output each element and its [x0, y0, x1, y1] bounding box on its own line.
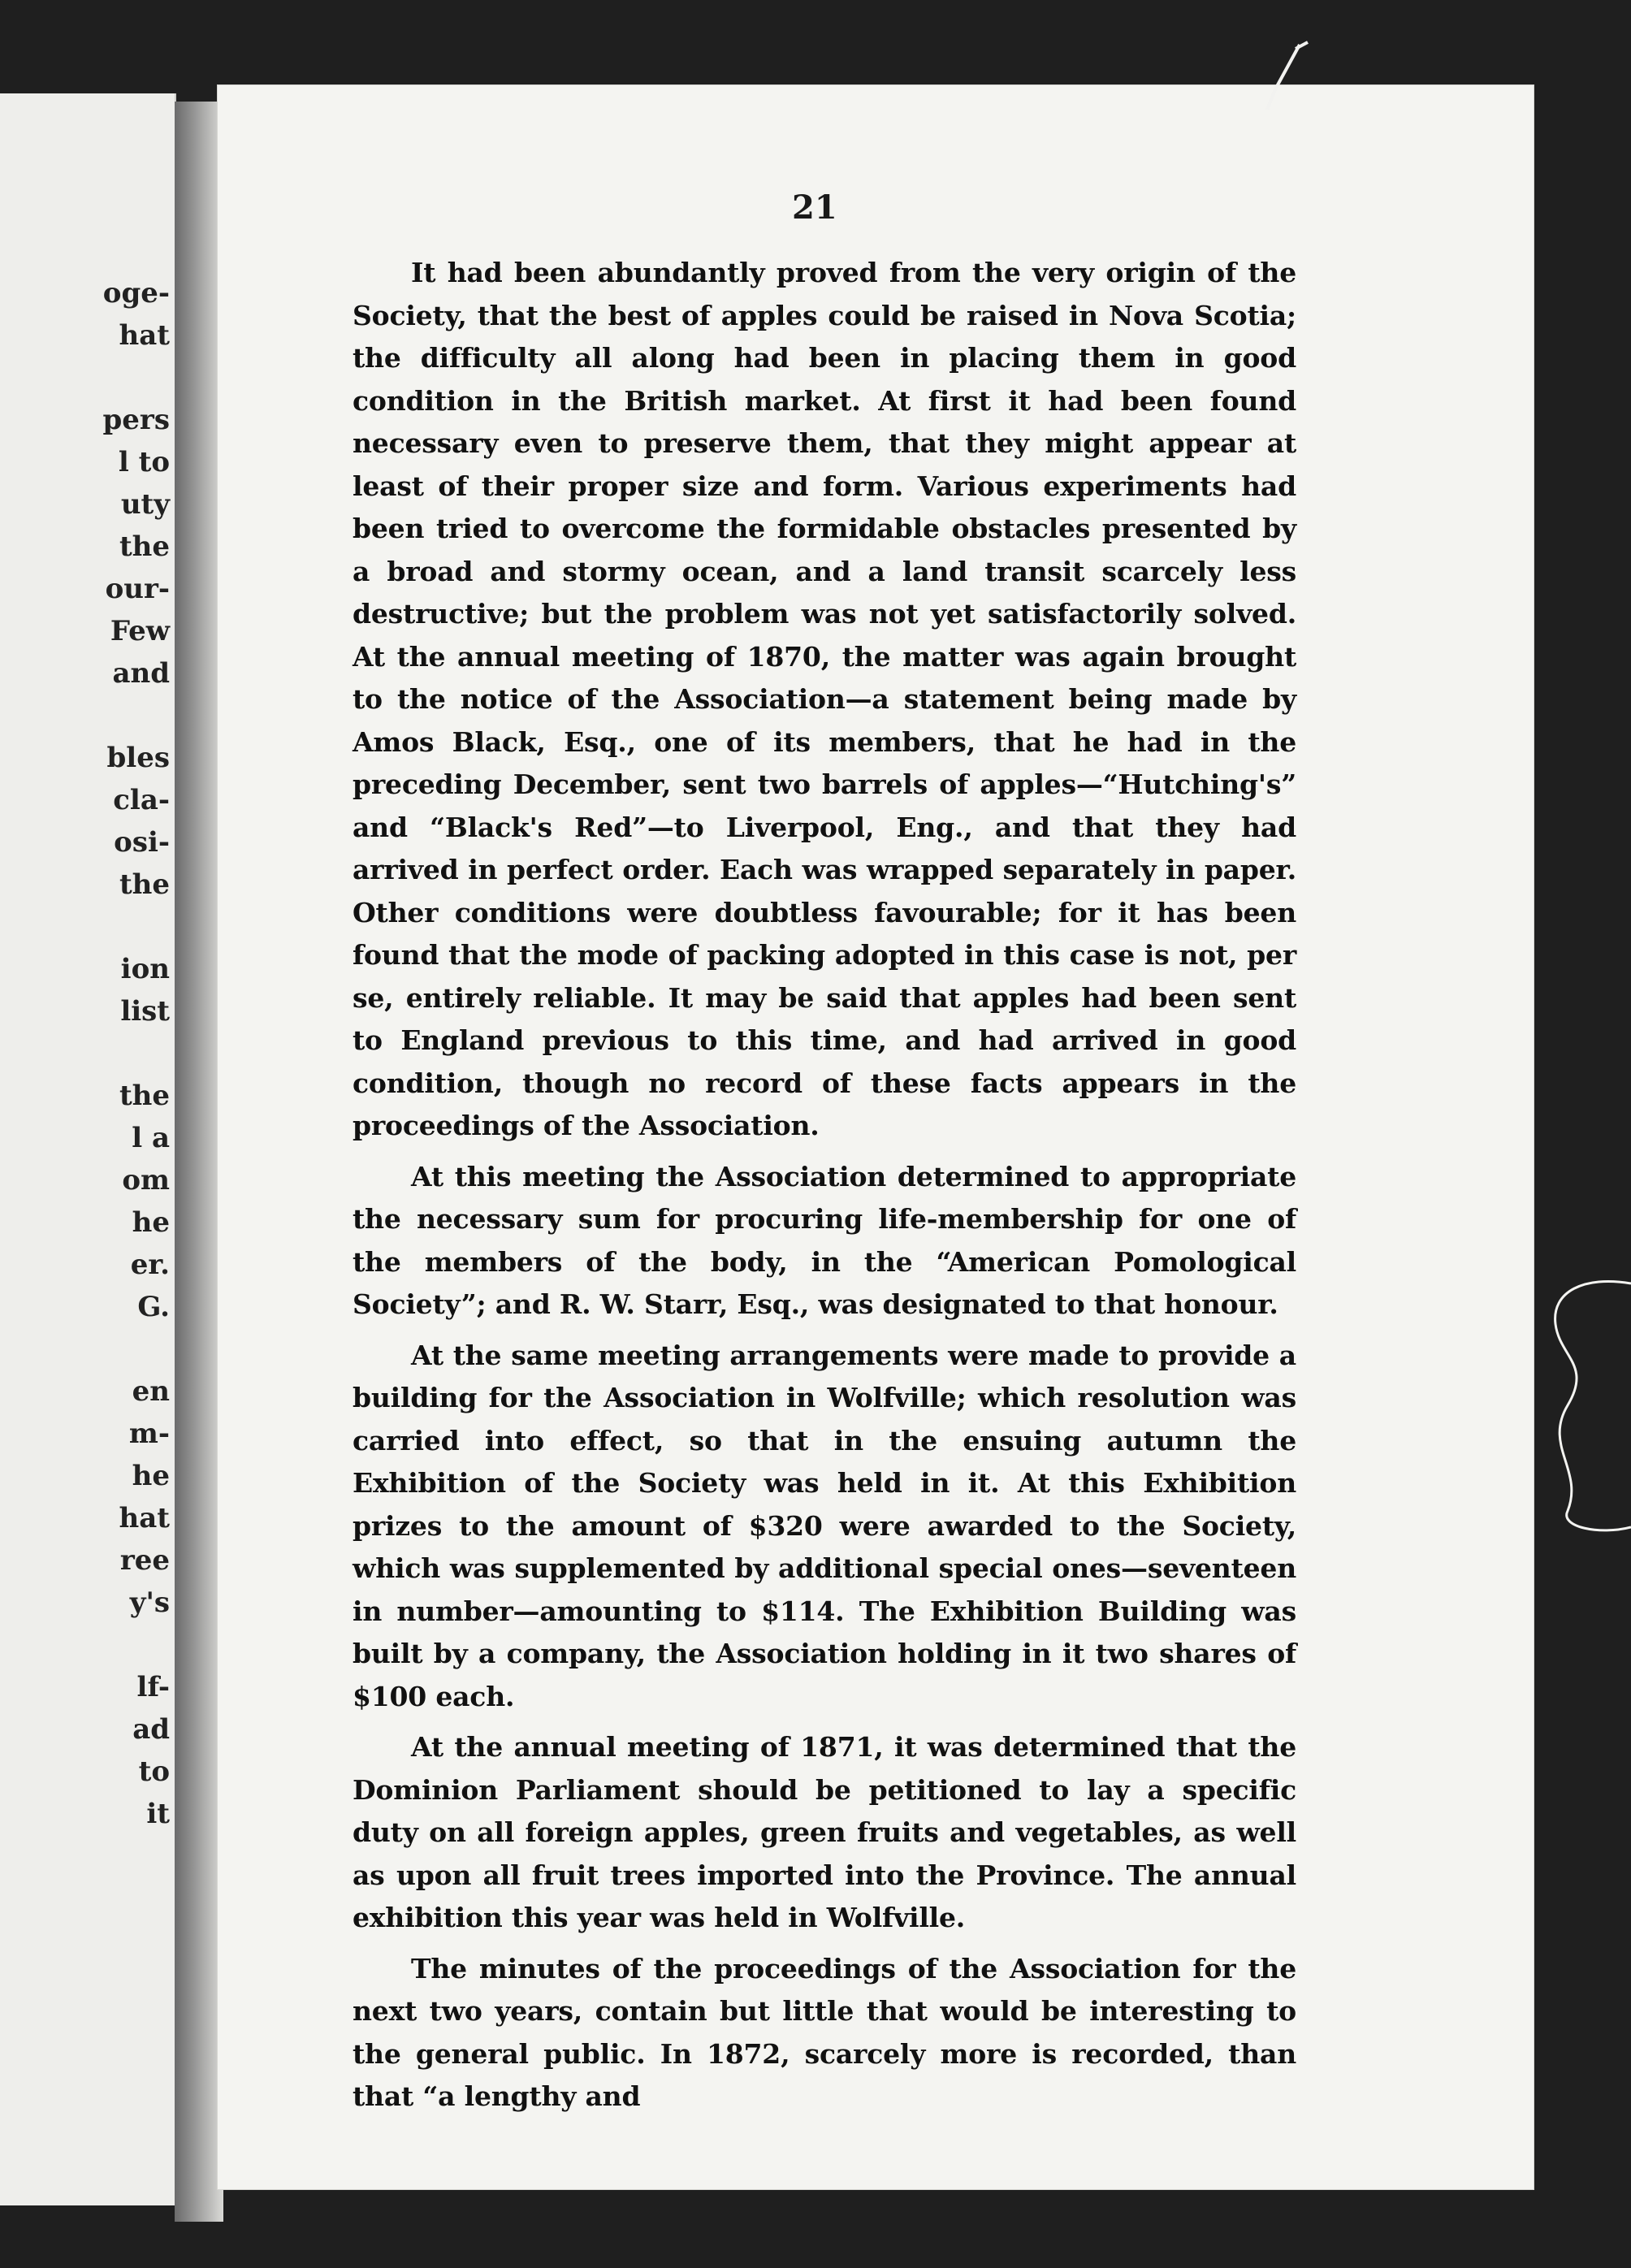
left-fragment-line: er.: [130, 1249, 170, 1281]
left-fragment-line: bles: [106, 742, 170, 774]
book-gutter: [175, 102, 223, 2222]
left-page-edge: [0, 93, 176, 2205]
left-fragment-line: hat: [119, 1502, 170, 1534]
left-fragment-line: om: [122, 1164, 170, 1197]
left-fragment-line: y's: [129, 1586, 170, 1619]
left-fragment-line: osi-: [114, 826, 170, 859]
page-number: 21: [792, 188, 837, 227]
left-fragment-line: the: [119, 530, 170, 563]
paragraph-4: At the annual meeting of 1871, it was determined that the Dominion Parliament should be petitioned to lay a specific duty on all foreign apples, green fruits and vegetables, as well as upon all fruit trees imported into the Province. The annual exhibition this year was held in Wolfville.: [353, 1731, 1296, 1933]
margin-scribble: [1535, 1267, 1631, 1543]
left-fragment-line: cla-: [113, 784, 170, 816]
left-fragment-line: ion: [120, 953, 170, 985]
left-fragment-line: uty: [120, 488, 170, 521]
left-fragment-line: pers: [102, 404, 170, 436]
page-body: [353, 252, 1296, 2119]
left-fragment-line: [15, 695, 170, 737]
paragraph-2: At this meeting the Association determined to appropriate the necessary sum for procuring life-membership for one of the members of the body, in the “American Pomological Society”; and R. W. Starr, Esq., was designated to that honour.: [353, 1160, 1296, 1320]
left-fragment-line: our-: [105, 573, 170, 605]
left-fragment-line: ad: [132, 1713, 170, 1746]
left-fragment-line: [15, 906, 170, 948]
left-fragment-line: he: [132, 1206, 170, 1239]
left-fragment-line: m-: [128, 1418, 170, 1450]
left-fragment-line: [15, 357, 170, 399]
left-fragment-line: G.: [137, 1291, 170, 1323]
left-fragment-line: the: [119, 1080, 170, 1112]
left-fragment-line: lf-: [136, 1671, 170, 1703]
left-fragment-line: [15, 1032, 170, 1075]
left-fragment-line: en: [132, 1375, 170, 1408]
left-fragment-line: to: [138, 1755, 170, 1788]
left-fragment-line: list: [120, 995, 170, 1028]
left-fragment-line: it: [146, 1798, 170, 1830]
left-fragment-line: and: [112, 657, 170, 690]
paragraph-5: The minutes of the proceedings of the Association for the next two years, contain but little that would be interesting to the general public. In 1872, scarcely more is recorded, than that “a lengthy and: [353, 1952, 1296, 2112]
paragraph-3: At the same meeting arrangements were made to provide a building for the Association in Wolfville; which resolution was carried into effect, so that in the ensuing autumn the Exhibition of the Society was held in it. At this Exhibition prizes to the amount of $320 were awarded to the Society, which was supplemented by additional special ones—seventeen in number—amounting to $114. The Exhibition Building was built by a company, the Association holding in it two shares of $100 each.: [353, 1339, 1296, 1712]
left-fragment-line: hat: [119, 319, 170, 352]
left-fragment-line: the: [119, 868, 170, 901]
left-fragment-line: ree: [119, 1544, 170, 1577]
left-fragment-line: Few: [110, 615, 170, 647]
paragraph-1: It had been abundantly proved from the very origin of the Society, that the best of apples could be raised in Nova Scotia; the difficulty all along had been in placing them in good condition in the British market. At first it had been found necessary even to preserve them, that they might appear at least of their proper size and form. Various experiments had been tried to overcome the formidable obstacles presented by a broad and stormy ocean, and a land transit scarcely less destructive; but the problem was not yet satisfactorily solved. At the annual meeting of 1870, the matter was again brought to the notice of the Association—a statement being made by Amos Black, Esq., one of its members, that he had in the preceding December, sent two barrels of apples—“Hutching's” and “Black's Red”—to Liverpool, Eng., and that they had arrived in perfect order. Each was wrapped separately in paper. Other conditions were doubtless favourable; for it has been found that the mode of packing adopted in this case is not, per se, entirely reliable. It may be said that apples had been sent to England previous to this time, and had arrived in good condition, though no record of these facts appears in the proceedings of the Association.: [353, 257, 1296, 1141]
corner-mark-icon: [1251, 41, 1316, 114]
left-fragment-line: [15, 1328, 170, 1370]
left-fragment-line: [15, 1624, 170, 1666]
left-fragment-line: l a: [132, 1122, 170, 1154]
left-fragment-line: he: [132, 1460, 170, 1492]
left-page-text-fragments: [15, 272, 170, 1835]
left-fragment-line: l to: [118, 446, 170, 478]
left-fragment-line: oge-: [102, 277, 170, 309]
